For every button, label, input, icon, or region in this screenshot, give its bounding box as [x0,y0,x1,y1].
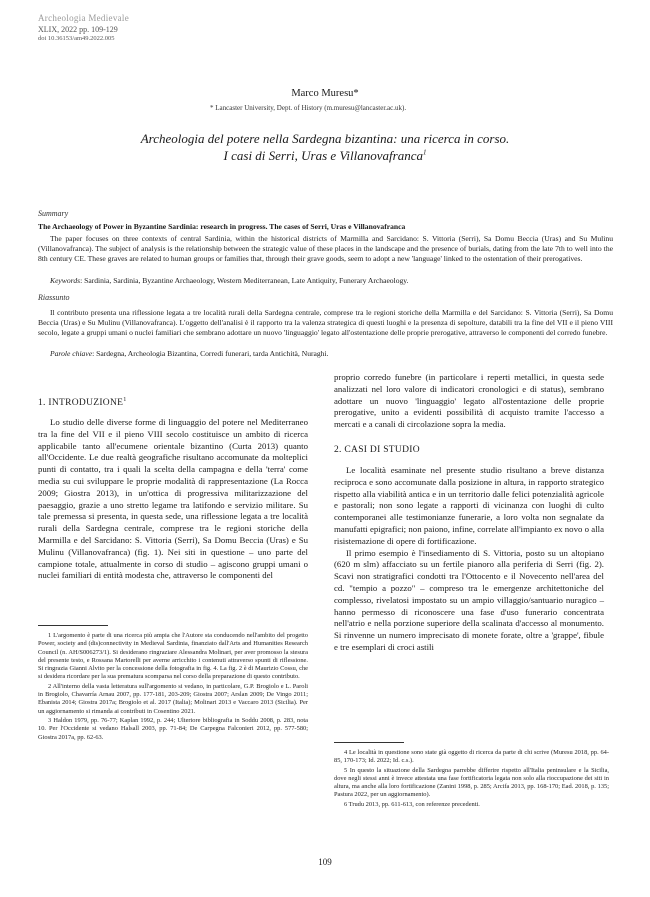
riassunto-text: Il contributo presenta una riflessione legata a tre località rurali della Sardegna centrale, comprese tra le regioni storiche della Marmilla e del Sarcidano: S. Vittoria (Serri), Sa Domu Beccia (Uras) e Su Mulinu (Villanovafranca). L'oggetto dell'analisi è il rapporto tra la valenza strategica di questi luoghi e la presenza di sepolture, databili tra la fine del VII e il pieno VIII secolo, legate a gruppi umani o nuclei familiari che sembrano adottare un nuovo 'linguaggio' legato all'ostentazione delle proprie prerogative, attraverso le componenti del corredo funebre. [38,308,613,338]
page-number: 109 [318,857,332,867]
journal-title: Archeologia Medievale [38,13,130,23]
author-name: Marco Muresu* [291,88,359,99]
footnote-6: 6 Trudu 2013, pp. 611-613, con referenze precedenti. [344,800,480,808]
author-affiliation: * Lancaster University, Dept. of History (m.muresu@lancaster.ac.uk). [210,104,407,112]
summary-label: Summary [38,209,69,218]
journal-volume-pages: XLIX, 2022 pp. 109-129 [38,25,118,34]
riassunto-keywords [38,349,613,359]
journal-doi: doi 10.36153/am49.2022.005 [38,35,115,42]
section-heading-introduzione-text: 1. INTRODUZIONE [38,398,124,408]
intro-paragraph-text: Lo studio delle diverse forme di linguaggio del potere nel Mediterraneo tra la fine del VII e il pieno VIII secolo costituisce un ambito di ricerca applicabile tanto all'ecumene orientale bizantino (Curta 2013) quanto all'Occidente. Le due realtà geografiche risultano accomunate da molteplici punti di contatto, tra i quali la scelta della campagna e della 'terra' come media su cui sviluppare le proprie modalità di rappresentazione (La Rocca 2009; Giostra 2013), in un'ottica di progressiva militarizzazione del paesaggio, grazie a uno stretto legame tra latifondo e servizio militare. Su tale premessa si presenta, in questa sede, una riflessione legata a tre località rurali della Sardegna centrale, comprese tra le regioni storiche della Marmilla e del Sarcidano: S. Vittoria (Serri), Sa Domu Beccia (Uras) e Su Mulinu (Villanovafranca) (fig. 1). Nei siti in questione – uno parte del campione totale, attualmente in corso di studio – agiscono gruppi umani o nuclei familiari di entità modesta che, attraverso le componenti del [38,417,308,581]
right-column-text [334,372,604,431]
footnote-rule-right [334,742,404,743]
right-column [334,372,604,654]
footnote-rule-left [38,625,108,626]
paper-title-line2-text: I casi di Serri, Uras e Villanovafranca [223,148,423,163]
summary-keywords [38,276,613,286]
riassunto-keywords-label: Parole chiave [50,349,93,358]
footnotes-left [38,632,308,743]
summary-keywords-text: : Sardinia, Sardinia, Byzantine Archaeology, Western Mediterranean, Late Antiquity, Funerary Archaeology. [80,276,409,285]
footnote-3: 3 Haldon 1979, pp. 76-77; Kaplan 1992, p. 244; Ulteriore bibliografia in Soddu 2008, p. 283, nota 10. Per l'Occidente si vedano Halsall 2003, pp. 71-84; De Carpegna Falconieri 2012, pp. 577-580; Giostra 2017a, pp. 62-63. [38,716,308,741]
case-studies-paragraph-1: Le località esaminate nel presente studio risultano a breve distanza reciproca e sono accomunate dalla posizione in altura, in rapporto strategico rispetto alla viabilità antica e in un territorio dalle felici potenzialità agricole e pastorali; non sono legate a rapporti di vicinanza con luoghi di culto contemporanei alle testimonianze funerarie, a loro volta non segnalate da manufatti epigrafici; non paiono, infine, correlate all'impianto ex novo o alla risistemazione di opere di fortificazione. [334,464,604,546]
riassunto-label: Riassunto [38,293,70,302]
paper-title [60,130,590,164]
footnote-5: 5 In questo la situazione della Sardegna parrebbe differire rispetto all'Italia peninsulare e la Sicilia, dove negli stessi anni è invece attestata una fase fortificatoria legata non solo alla rioccupazione dei siti in altura, ma anche alla loro fortificazione (Zanini 1998, p. 285; Arcifa 2013, pp. 168-170; Ead. 2018, p. 135; Pastura 2022, per un aggiornamento). [334,766,609,799]
title-footnote-marker: 1 [422,148,427,157]
summary-title: The Archaeology of Power in Byzantine Sardinia: research in progress. The cases of Serri, Uras e Villanovafranca [38,222,406,231]
footnotes-right [334,749,609,810]
case-studies-paragraph-2: Il primo esempio è l'insediamento di S. Vittoria, posto su un altopiano (620 m slm) affacciato su un fertile pianoro alla periferia di Serri (fig. 2). Scavi non stratigrafici condotti tra l'Ottocento e il Novecento nell'area del cd. "tempio a pozzo" – compreso tra le emergenze architettoniche del complesso, rivelatosi impostato su un ampio villaggio/santuario nuragico – hanno permesso di riconoscere una fase d'uso funerario concentrata nell'atrio e nella porzione superiore della scalinata d'accesso al monumento. Si rinvenne un numero imprecisato di monete forate, oltre a 'grappe', fibule e tre esemplari di croci astili [334,547,604,652]
paper-title-line1: Archeologia del potere nella Sardegna bizantina: una ricerca in corso. [140,131,510,146]
footnote-4: 4 Le località in questione sono state già oggetto di ricerca da parte di chi scrive (Muresu 2018, pp. 64-85, 170-173; Id. 2022; Id. c.s.). [334,749,609,765]
case-studies-text [334,465,604,654]
intro-paragraph [38,417,308,582]
left-column [38,398,308,582]
footnote-1: 1 L'argomento è parte di una ricerca più ampia che l'Autore sta conducendo nell'ambito del progetto Power, society and (dis)connectivity in Medieval Sardinia, finanziato dall'Arts and Humanities Research Council (n. AH/S006273/1). Si desiderano ringraziare Alessandra Molinari, per aver promosso la stesura del presente testo, e Rossana Martorelli per averne arricchito i contenuti attraverso spunti di riflessione. Si ringrazia Gianni Alvito per la concessione della fotografia in fig. 4. La fig. 2 è di Maurizio Cossu, che si desidera ricordare per la sua prematura scomparsa nel corso della preparazione di questo contributo. [38,632,308,681]
continued-paragraph: proprio corredo funebre (in particolare i reperti metallici, in questa sede analizzati nel loro valore di indicatori cronologici e di status), sembrano adottare un nuovo 'linguaggio' legato all'ostentazione delle proprie prerogative, unito a evidenti possibilità di acquisto tramite l'accesso a mercati e a canali di circolazione sopra la media. [334,372,604,430]
heading-footnote-marker: 1 [123,396,127,403]
summary-text: The paper focuses on three contexts of central Sardinia, within the historical districts of Marmilla and Sarcidano: S. Vittoria (Serri), Sa Domu Beccia (Uras) and Su Mulinu (Villanovafranca). The subject of analysis is the relationship between the strategic value of these places in the landscape and the presence of burials, dating from the late 7th to well into the 8th century CE. These graves are related to human groups or families that, through their grave goods, seem to adopt a new 'language' linked to the ostentation of their prerogatives. [38,234,613,264]
section-heading-introduzione [38,398,308,408]
paper-title-line2 [60,147,590,164]
footnote-2: 2 All'interno della vasta letteratura sull'argomento si vedano, in particolare, G.P. Brogiolo e L. Paroli in Brogiolo, Chavarría Arnau 2007, pp. 177-181, 203-209; Giostra 2007; Arslan 2009; De Vingo 2011; Ebanista 2014; Giostra 2017a; Brogiolo et al. 2017 (Italia); Molinari 2013 e Vaccaro 2013 (Sicilia). Per un aggiornamento si rimanda ai contributi in Cosentino 2021. [38,682,308,715]
summary-keywords-label: Keywords [50,276,81,285]
riassunto-keywords-text: : Sardegna, Archeologia Bizantina, Corredi funerari, tarda Antichità, Nuraghi. [92,349,329,358]
section-heading-casi-di-studio: 2. CASI DI STUDIO [334,444,420,455]
